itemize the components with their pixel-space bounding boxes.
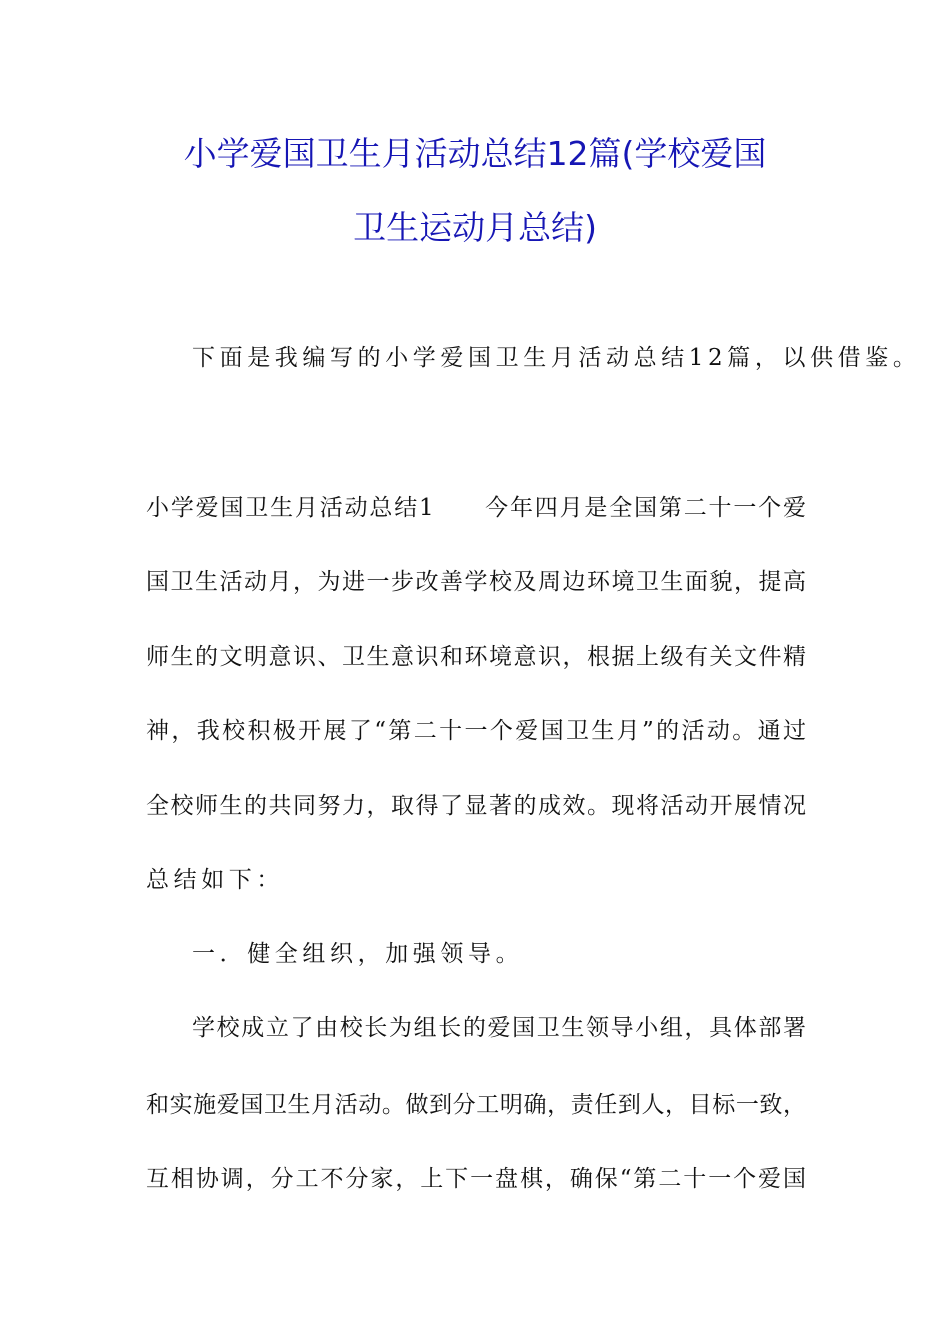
paragraph-line: 学校成立了由校长为组长的爱国卫生领导小组，具体部署	[192, 1015, 806, 1041]
section1-line: 神，我校积极开展了“第二十一个爱国卫生月”的活动。通过	[146, 718, 806, 744]
section1-line: 国卫生活动月，为进一步改善学校及周边环境卫生面貌，提高	[146, 569, 806, 595]
section1-line: 师生的文明意识、卫生意识和环境意识，根据上级有关文件精	[146, 644, 806, 670]
intro-paragraph: 下面是我编写的小学爱国卫生月活动总结12篇，以供借鉴。	[192, 345, 921, 371]
section1-line: 全校师生的共同努力，取得了显著的成效。现将活动开展情况	[146, 793, 806, 819]
section-heading: 一．健全组织，加强领导。	[192, 941, 524, 967]
section1-line: 总结如下：	[146, 867, 284, 893]
document-title-line-2: 卫生运动月总结)	[353, 208, 597, 247]
section1-line: 小学爱国卫生月活动总结1 今年四月是全国第二十一个爱	[146, 495, 806, 521]
paragraph-line: 和实施爱国卫生月活动。做到分工明确，责任到人，目标一致，	[146, 1092, 806, 1118]
paragraph-line: 互相协调，分工不分家，上下一盘棋，确保“第二十一个爱国	[146, 1166, 806, 1192]
document-title-line-1: 小学爱国卫生月活动总结12篇(学校爱国	[183, 134, 767, 173]
